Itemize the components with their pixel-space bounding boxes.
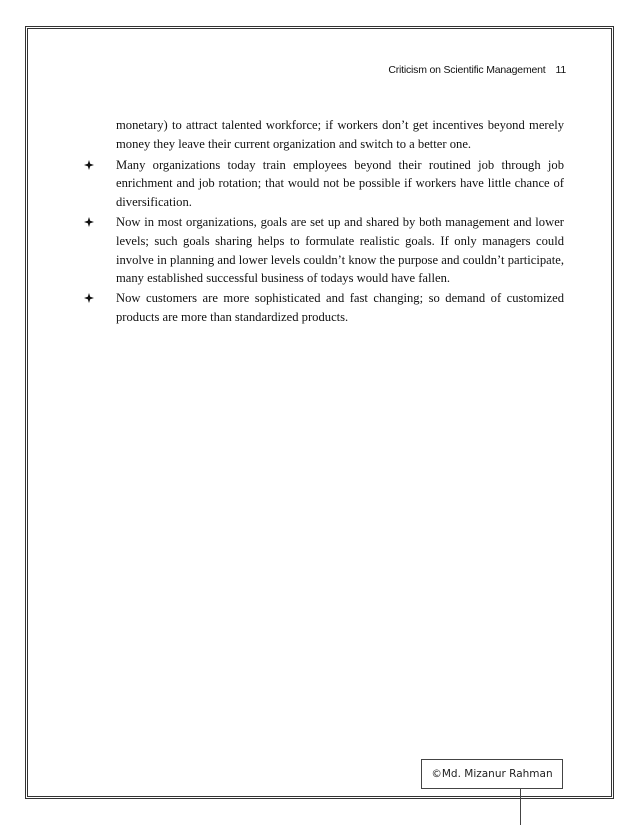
copyright-box (421, 759, 563, 789)
bullet-text: Now customers are more sophisticated and fast changing; so demand of customized products are more than standardized products. (116, 291, 564, 324)
diamond-bullet-icon (84, 217, 94, 227)
copyright-text: ©Md. Mizanur Rahman (431, 768, 553, 780)
bullet-list (96, 156, 564, 327)
list-item (96, 213, 564, 288)
body-text (96, 116, 564, 328)
list-item (96, 156, 564, 212)
bullet-text: Now in most organizations, goals are set up and shared by both management and lower levels; such goals sharing helps to formulate realistic goals. If only managers could involve in planning and lower levels couldn’t know the purpose and couldn’t participate, many established successful business of todays would have fallen. (116, 214, 564, 286)
bullet-text: Many organizations today train employees beyond their routined job through job enrichment and job rotation; that would not be possible if workers have little chance of diversification. (116, 157, 564, 210)
diamond-bullet-icon (84, 293, 94, 303)
page-header (388, 64, 566, 76)
diamond-bullet-icon (84, 160, 94, 170)
footer-connector-line (520, 789, 521, 825)
list-item (96, 289, 564, 327)
page-number: 11 (555, 64, 566, 76)
continuation-paragraph: monetary) to attract talented workforce; if workers don’t get incentives beyond merely money they leave their current organization and switch to a better one. (116, 118, 564, 151)
header-title: Criticism on Scientific Management (388, 64, 546, 76)
